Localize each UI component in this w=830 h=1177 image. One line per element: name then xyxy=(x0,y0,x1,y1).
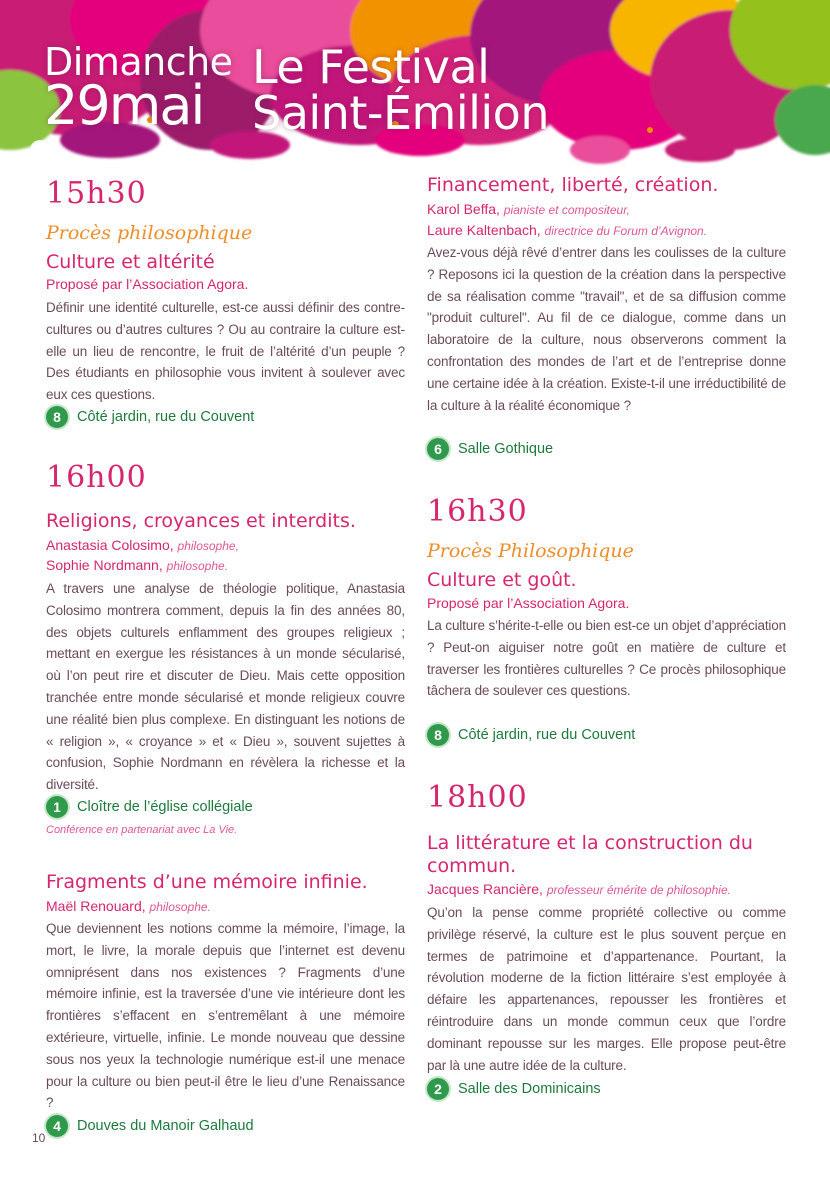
venue-number-badge: 2 xyxy=(427,1078,449,1100)
venue-number-badge: 8 xyxy=(427,724,449,746)
event-time: 16h00 xyxy=(46,460,147,495)
speaker-name: Anastasia Colosimo, xyxy=(46,537,174,553)
header-festival-line2: Saint-Émilion xyxy=(252,86,549,140)
venue-number-badge: 1 xyxy=(46,796,68,818)
event-speaker xyxy=(46,536,239,555)
speaker-role: philosophe, xyxy=(177,539,239,553)
speaker-role: professeur émérite de philosophie. xyxy=(546,883,731,897)
header-banner xyxy=(0,0,830,175)
venue-number-badge: 8 xyxy=(46,406,68,428)
event-description: A travers une analyse de théologie politique, Anastasia Colosimo montrera comment, depuis la fin des années 80, des objets culturels enflamment des groupes religieux ; mettant en exergue les résistances à un monde sécularisé, où l’on peut rire et discuter de Dieu. Mais cette opposition tranchée entre monde sécularisé et monde religieux couvre une réalité bien plus complexe. En distinguant les notions de « religion », « croyance » et « Dieu », souvent sujettes à confusion, Sophie Nordmann en révèlera la richesse et la diversité. xyxy=(46,581,405,793)
speaker-role: philosophe. xyxy=(149,900,211,914)
event-title: Culture et goût. xyxy=(427,569,577,591)
event-description: Définir une identité culturelle, est-ce aussi définir des contre-cultures ou d’autres cultures ? Ou au contraire la culture est-elle un lieu de rencontre, le fruit de l’altérité d’un peuple ? Des étudiants en philosophie vous invitent à soulever avec eux ces questions. xyxy=(46,300,405,403)
event-genre: Procès Philosophique xyxy=(427,540,634,562)
venue-number-badge: 6 xyxy=(427,438,449,460)
speaker-role: philosophe. xyxy=(166,559,229,573)
event-speaker xyxy=(427,880,731,899)
speaker-name: Maël Renouard, xyxy=(46,898,146,914)
speaker-role: directrice du Forum d’Avignon. xyxy=(544,224,708,238)
event-time: 15h30 xyxy=(46,176,147,211)
venue-name: Salle des Dominicains xyxy=(458,1081,601,1097)
event-description: Qu’on la pense comme propriété collective ou comme privilège réservé, la culture est le plus souvent perçue en termes de patrimoine et d’appartenance. Pourtant, la révolution moderne de la fiction littéraire s’est employée à défaire les appartenances, repousser les frontières et réintroduire dans un monde commun ceux que l’ordre dominant repousse sur les marges. Elle propose peut-être par là une autre idée de la culture. xyxy=(427,905,786,1073)
event-speaker xyxy=(46,897,211,916)
speaker-name: Sophie Nordmann, xyxy=(46,557,163,573)
venue-link[interactable] xyxy=(46,1115,254,1137)
page-number: 10 xyxy=(32,1131,46,1145)
speaker-role: pianiste et compositeur, xyxy=(503,203,630,217)
venue-link[interactable] xyxy=(427,1078,601,1100)
event-time: 16h30 xyxy=(427,494,528,529)
event-description: Que deviennent les notions comme la mémoire, l’image, la mort, le livre, la morale depuis que l’internet est devenu omniprésent dans nos existences ? Fragments d’une mémoire infinie, est la traversée d’une vie intérieure dont les frontières s’effacent en s’entremêlant à une mémoire extérieure, virtuelle, infinie. Le monde nouveau que dessine sous nos yeux la technologie numérique est-il une menace pour la culture ou bien peut-il être le lieu d’une Renaissance ? xyxy=(46,921,405,1111)
venue-link[interactable] xyxy=(46,406,254,428)
venue-name: Côté jardin, rue du Couvent xyxy=(458,727,636,743)
header-day: Dimanche xyxy=(44,40,233,84)
header-date: 29mai xyxy=(44,74,204,137)
event-speaker xyxy=(427,200,630,219)
venue-name: Cloître de l’église collégiale xyxy=(77,799,253,815)
event-title: Financement, liberté, création. xyxy=(427,174,719,196)
venue-name: Salle Gothique xyxy=(458,441,554,457)
event-genre: Procès philosophique xyxy=(46,222,253,244)
event-title: Religions, croyances et interdits. xyxy=(46,510,356,532)
event-title: Culture et altérité xyxy=(46,251,215,273)
event-speaker xyxy=(46,556,228,575)
event-title: Fragments d’une mémoire infinie. xyxy=(46,871,368,893)
venue-name: Douves du Manoir Galhaud xyxy=(77,1118,254,1134)
venue-number-badge: 4 xyxy=(46,1115,68,1137)
event-time: 18h00 xyxy=(427,780,528,815)
event-byline: Proposé par l’Association Agora. xyxy=(427,595,630,611)
venue-name: Côté jardin, rue du Couvent xyxy=(77,409,255,425)
speaker-name: Laure Kaltenbach, xyxy=(427,222,541,238)
event-byline: Proposé par l’Association Agora. xyxy=(46,276,249,292)
venue-link[interactable] xyxy=(427,724,635,746)
speaker-name: Jacques Rancière, xyxy=(427,881,543,897)
event-description: Avez-vous déjà rêvé d’entrer dans les coulisses de la culture ? Reposons ici la question de la création dans la perspective de sa réalisation comme "travail", et de sa diffusion comme "produit culturel". Au fil de ce dialogue, comme dans un laboratoire de la culture, nous observerons comment la confrontation des mondes de l’art et de l’entreprise donne une certaine idée à la création. Existe-t-il une irréductibilité de la culture à la réalité économique ? xyxy=(427,245,786,413)
header-festival-line1: Le Festival xyxy=(252,40,490,94)
speaker-name: Karol Beffa, xyxy=(427,201,500,217)
venue-link[interactable] xyxy=(427,438,553,460)
event-speaker xyxy=(427,221,707,240)
partnership-note: Conférence en partenariat avec La Vie. xyxy=(46,824,238,836)
venue-link[interactable] xyxy=(46,796,253,818)
event-description: La culture s’hérite-t-elle ou bien est-ce un objet d’appréciation ? Peut-on aiguiser notre goût en matière de culture et traverser les frontières culturelles ? Ce procès philosophique tâchera de soulever ces questions. xyxy=(427,618,786,699)
event-title: La littérature et la construction du commun. xyxy=(427,832,753,877)
